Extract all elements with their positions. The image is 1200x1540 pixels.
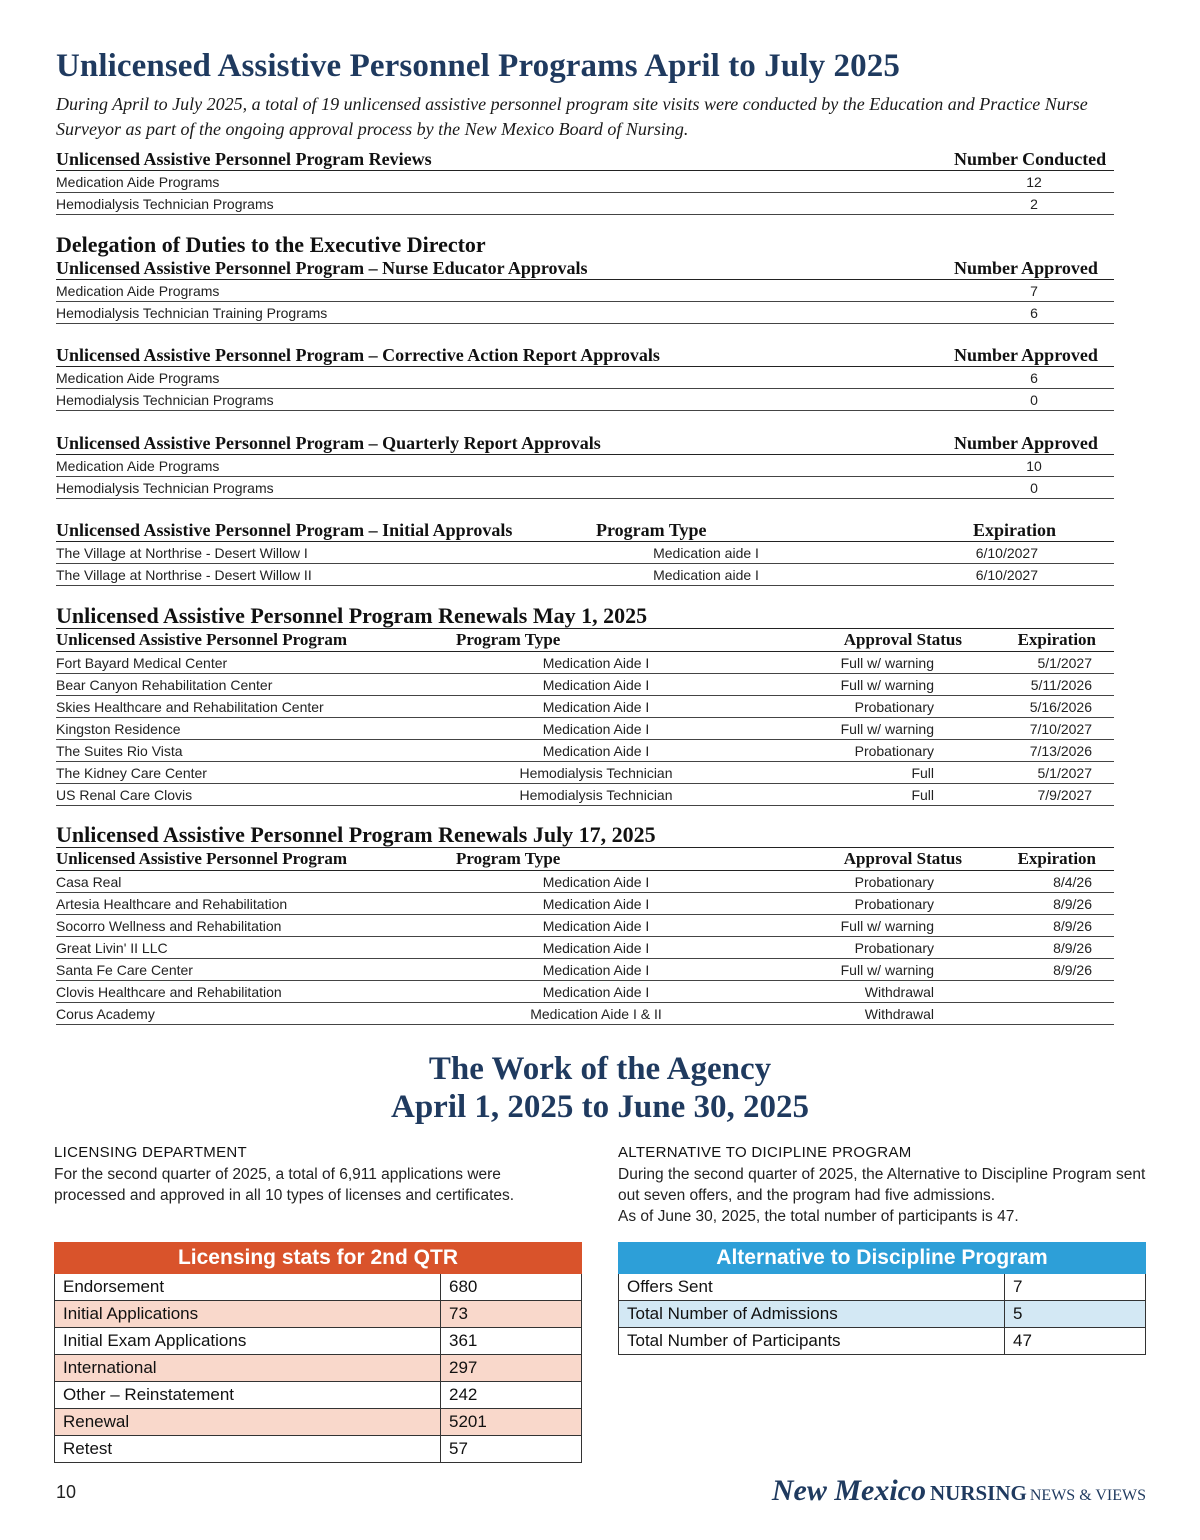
approval-status: Full w/ warning [736, 718, 986, 740]
program-name: Casa Real [56, 871, 456, 893]
approval-status: Probationary [736, 893, 986, 915]
count-value: 6 [954, 302, 1114, 324]
count-value: 6 [954, 367, 1114, 389]
program-type: Medication aide I [596, 542, 816, 564]
program-name: Great Livin' II LLC [56, 937, 456, 959]
program-type: Medication Aide I & II [456, 1003, 736, 1025]
table-row [56, 455, 1114, 477]
program-type: Medication aide I [596, 564, 816, 586]
stat-label: Initial Applications [55, 1301, 441, 1328]
table-row [56, 915, 1114, 937]
stat-label: Renewal [55, 1409, 441, 1436]
renewals-may-heading: Unlicensed Assistive Personnel Program Renewals May 1, 2025 [56, 603, 648, 628]
stat-label: Initial Exam Applications [55, 1328, 441, 1355]
expiration-date [986, 1003, 1114, 1025]
count-value: 12 [954, 171, 1114, 193]
agency-title [0, 1050, 1200, 1126]
stat-label: International [55, 1355, 441, 1382]
program-name: Fort Bayard Medical Center [56, 652, 456, 674]
program-name: Hemodialysis Technician Training Programs [56, 302, 954, 324]
program-type: Medication Aide I [456, 893, 736, 915]
corrective-col-number: Number Approved [954, 344, 1114, 367]
program-name: Clovis Healthcare and Rehabilitation [56, 981, 456, 1003]
stat-value: 5201 [441, 1409, 582, 1436]
stat-label: Total Number of Admissions [619, 1301, 1005, 1328]
page-number: 10 [56, 1482, 77, 1502]
stat-label: Total Number of Participants [619, 1328, 1005, 1355]
atd-stats-title: Alternative to Discipline Program [619, 1243, 1146, 1274]
approval-status: Probationary [736, 740, 986, 762]
renewals-july-col-program: Unlicensed Assistive Personnel Program [56, 848, 456, 871]
approval-status: Withdrawal [736, 1003, 986, 1025]
table-row [56, 302, 1114, 324]
expiration-date: 5/11/2026 [986, 674, 1114, 696]
approval-status: Probationary [736, 937, 986, 959]
licensing-stats-title: Licensing stats for 2nd QTR [55, 1243, 582, 1274]
program-type: Medication Aide I [456, 718, 736, 740]
atd-body-line2: As of June 30, 2025, the total number of participants is 47. [618, 1208, 1019, 1225]
approval-status: Full w/ warning [736, 652, 986, 674]
table-row [56, 193, 1114, 215]
program-name: Medication Aide Programs [56, 280, 954, 302]
atd-body-line1: During the second quarter of 2025, the Alternative to Discipline Program sent out seven offers, and the program had five admissions. [618, 1166, 1146, 1204]
program-name: US Renal Care Clovis [56, 784, 456, 806]
stat-row [55, 1274, 582, 1301]
corrective-col-program: Unlicensed Assistive Personnel Program – Corrective Action Report Approvals [56, 344, 954, 367]
stat-row [619, 1301, 1146, 1328]
stat-value: 297 [441, 1355, 582, 1382]
program-type: Medication Aide I [456, 674, 736, 696]
table-row [56, 652, 1114, 674]
expiration-date [986, 981, 1114, 1003]
program-name: Artesia Healthcare and Rehabilitation [56, 893, 456, 915]
table-row [56, 477, 1114, 499]
expiration-date: 8/9/26 [986, 937, 1114, 959]
table-row [56, 389, 1114, 411]
table-row [56, 171, 1114, 193]
program-type: Medication Aide I [456, 871, 736, 893]
initial-col-type: Program Type [596, 519, 816, 542]
table-row [56, 762, 1114, 784]
count-value: 7 [954, 280, 1114, 302]
table-row [56, 564, 1114, 586]
stat-value: 242 [441, 1382, 582, 1409]
table-row [56, 871, 1114, 893]
renewals-may-col-expiration: Expiration [986, 629, 1114, 652]
program-type: Hemodialysis Technician [456, 762, 736, 784]
agency-title-line2: April 1, 2025 to June 30, 2025 [390, 1089, 809, 1125]
approval-status: Full [736, 784, 986, 806]
count-value: 0 [954, 389, 1114, 411]
table-row [56, 937, 1114, 959]
quarterly-col-number: Number Approved [954, 432, 1114, 455]
approval-status: Full [736, 762, 986, 784]
program-name: The Village at Northrise - Desert Willow II [56, 564, 596, 586]
publication-brand [772, 1474, 1146, 1508]
approval-status: Probationary [736, 871, 986, 893]
licensing-heading: LICENSING DEPARTMENT [54, 1144, 247, 1161]
expiration-date: 5/1/2027 [986, 762, 1114, 784]
page-title: Unlicensed Assistive Personnel Programs April to July 2025 [56, 48, 900, 84]
stat-row [55, 1301, 582, 1328]
program-type: Medication Aide I [456, 937, 736, 959]
stat-row [619, 1328, 1146, 1355]
stat-row [55, 1328, 582, 1355]
table-row [56, 893, 1114, 915]
stat-row [55, 1436, 582, 1463]
stat-value: 7 [1005, 1274, 1146, 1301]
stat-label: Offers Sent [619, 1274, 1005, 1301]
atd-body [618, 1164, 1148, 1227]
table-row [56, 367, 1114, 389]
initial-col-expiration: Expiration [816, 519, 1114, 542]
table-row [56, 784, 1114, 806]
program-name: The Village at Northrise - Desert Willow I [56, 542, 596, 564]
atd-heading: ALTERNATIVE TO DICIPLINE PROGRAM [618, 1144, 912, 1161]
table-row [56, 280, 1114, 302]
program-type: Hemodialysis Technician [456, 784, 736, 806]
quarterly-report-table [56, 432, 1114, 499]
nurse-educator-col-number: Number Approved [954, 257, 1114, 280]
expiration-date: 8/9/26 [986, 959, 1114, 981]
program-name: The Suites Rio Vista [56, 740, 456, 762]
reviews-col-program: Unlicensed Assistive Personnel Program Reviews [56, 148, 954, 171]
stat-row [55, 1382, 582, 1409]
brand-bold: NURSING [930, 1481, 1027, 1505]
approval-status: Full w/ warning [736, 915, 986, 937]
renewals-july-col-status: Approval Status [736, 848, 986, 871]
renewals-may-col-status: Approval Status [736, 629, 986, 652]
atd-stats-table [618, 1242, 1146, 1355]
renewals-july-col-type: Program Type [456, 848, 736, 871]
stat-value: 73 [441, 1301, 582, 1328]
renewals-may-col-program: Unlicensed Assistive Personnel Program [56, 629, 456, 652]
reviews-table [56, 148, 1114, 215]
program-type: Medication Aide I [456, 652, 736, 674]
approval-status: Full w/ warning [736, 674, 986, 696]
renewals-july-col-expiration: Expiration [986, 848, 1114, 871]
initial-col-program: Unlicensed Assistive Personnel Program – Initial Approvals [56, 519, 596, 542]
renewals-may-col-type: Program Type [456, 629, 736, 652]
nurse-educator-col-program: Unlicensed Assistive Personnel Program – Nurse Educator Approvals [56, 257, 954, 280]
approval-status: Full w/ warning [736, 959, 986, 981]
count-value: 0 [954, 477, 1114, 499]
expiration-date: 8/4/26 [986, 871, 1114, 893]
table-row [56, 981, 1114, 1003]
table-row [56, 718, 1114, 740]
initial-approvals-table [56, 519, 1114, 586]
nurse-educator-table [56, 257, 1114, 324]
expiration-date: 7/9/2027 [986, 784, 1114, 806]
stat-value: 680 [441, 1274, 582, 1301]
expiration-date: 8/9/26 [986, 893, 1114, 915]
program-name: Skies Healthcare and Rehabilitation Center [56, 696, 456, 718]
expiration-date: 5/1/2027 [986, 652, 1114, 674]
reviews-col-number: Number Conducted [954, 148, 1114, 171]
program-type: Medication Aide I [456, 740, 736, 762]
brand-script: New Mexico [771, 1474, 926, 1507]
expiration-date: 6/10/2027 [816, 564, 1114, 586]
program-name: Socorro Wellness and Rehabilitation [56, 915, 456, 937]
program-name: Hemodialysis Technician Programs [56, 389, 954, 411]
stat-label: Endorsement [55, 1274, 441, 1301]
renewals-july-heading: Unlicensed Assistive Personnel Program Renewals July 17, 2025 [56, 822, 656, 847]
expiration-date: 7/13/2026 [986, 740, 1114, 762]
table-row [56, 674, 1114, 696]
program-name: Medication Aide Programs [56, 455, 954, 477]
program-name: The Kidney Care Center [56, 762, 456, 784]
table-row [56, 740, 1114, 762]
expiration-date: 7/10/2027 [986, 718, 1114, 740]
renewals-may-table [56, 628, 1114, 806]
stat-row [55, 1409, 582, 1436]
table-row [56, 1003, 1114, 1025]
stat-row [55, 1355, 582, 1382]
table-row [56, 696, 1114, 718]
table-row [56, 542, 1114, 564]
corrective-action-table [56, 344, 1114, 411]
delegation-heading: Delegation of Duties to the Executive Director [56, 232, 486, 257]
approval-status: Withdrawal [736, 981, 986, 1003]
stat-value: 361 [441, 1328, 582, 1355]
stat-label: Other – Reinstatement [55, 1382, 441, 1409]
program-name: Hemodialysis Technician Programs [56, 193, 954, 215]
stat-row [619, 1274, 1146, 1301]
licensing-body: For the second quarter of 2025, a total of 6,911 applications were processed and approved in all 10 types of licenses and certificates. [54, 1166, 515, 1204]
expiration-date: 8/9/26 [986, 915, 1114, 937]
renewals-july-table [56, 847, 1114, 1025]
expiration-date: 5/16/2026 [986, 696, 1114, 718]
stat-value: 5 [1005, 1301, 1146, 1328]
approval-status: Probationary [736, 696, 986, 718]
program-name: Medication Aide Programs [56, 367, 954, 389]
stat-value: 47 [1005, 1328, 1146, 1355]
program-name: Santa Fe Care Center [56, 959, 456, 981]
program-type: Medication Aide I [456, 915, 736, 937]
count-value: 10 [954, 455, 1114, 477]
count-value: 2 [954, 193, 1114, 215]
stat-value: 57 [441, 1436, 582, 1463]
stat-label: Retest [55, 1436, 441, 1463]
program-type: Medication Aide I [456, 959, 736, 981]
expiration-date: 6/10/2027 [816, 542, 1114, 564]
program-type: Medication Aide I [456, 981, 736, 1003]
licensing-stats-table [54, 1242, 582, 1463]
program-name: Bear Canyon Rehabilitation Center [56, 674, 456, 696]
program-name: Kingston Residence [56, 718, 456, 740]
intro-paragraph: During April to July 2025, a total of 19 unlicensed assistive personnel program site visits were conducted by the Education and Practice Nurse Surveyor as part of the ongoing approval process by the New Mexico Board of Nursing. [56, 94, 1088, 139]
program-name: Medication Aide Programs [56, 171, 954, 193]
agency-title-line1: The Work of the Agency [428, 1051, 772, 1087]
table-row [56, 959, 1114, 981]
program-name: Hemodialysis Technician Programs [56, 477, 954, 499]
program-type: Medication Aide I [456, 696, 736, 718]
brand-rest: NEWS & VIEWS [1029, 1487, 1146, 1504]
program-name: Corus Academy [56, 1003, 456, 1025]
quarterly-col-program: Unlicensed Assistive Personnel Program – Quarterly Report Approvals [56, 432, 954, 455]
